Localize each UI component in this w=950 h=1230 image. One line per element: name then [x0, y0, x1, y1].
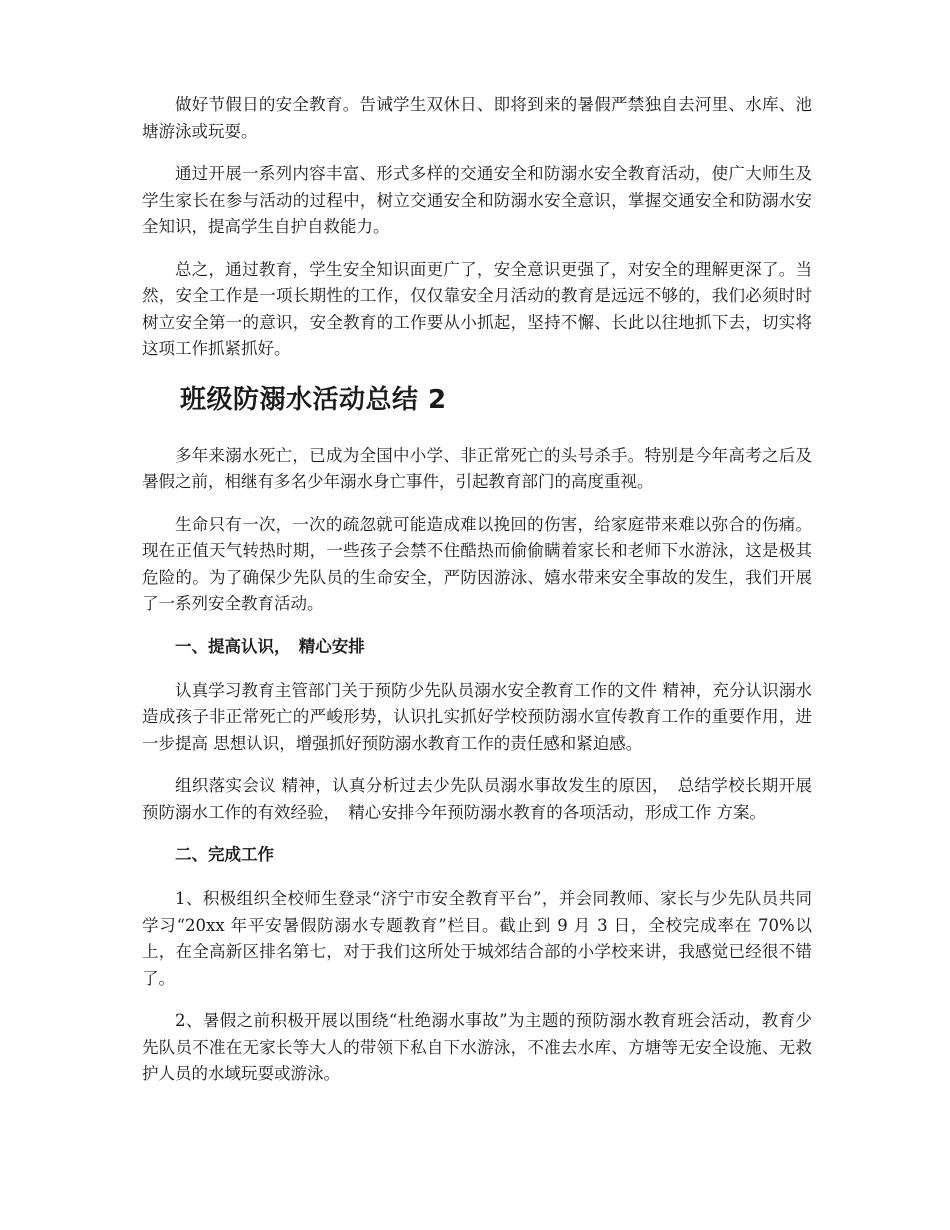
subheading: 二、完成工作: [175, 845, 274, 864]
paragraph: 认真学习教育主管部门关于预防少先队员溺水安全教育工作的文件 精神，充分认识溺水造成孩子非正常死亡的严峻形势，认识扎实抓好学校预防溺水宣传教育工作的重要作用，进一步提高 思想认识，增强抓好预防溺水教育工作的责任感和紧迫感。: [142, 680, 812, 753]
paragraph: 多年来溺水死亡，已成为全国中小学、非正常死亡的头号杀手。特别是今年高考之后及暑假之前，相继有多名少年溺水身亡事件，引起教育部门的高度重视。: [142, 445, 812, 491]
paragraph: 总之，通过教育，学生安全知识面更广了，安全意识更强了，对安全的理解更深了。当然，安全工作是一项长期性的工作，仅仅靠安全月活动的教育是远远不够的，我们必须时时树立安全第一的意识，安全教育的工作要从小抓起，坚持不懈、长此以往地抓下去，切实将这项工作抓紧抓好。: [142, 259, 812, 358]
paragraph: 通过开展一系列内容丰富、形式多样的交通安全和防溺水安全教育活动，使广大师生及学生家长在参与活动的过程中，树立交通安全和防溺水安全意识，掌握交通安全和防溺水安全知识，提高学生自护自救能力。: [142, 164, 812, 236]
paragraph: 2、暑假之前积极开展以围绕“杜绝溺水事故”为主题的预防溺水教育班会活动，教育少先队员不准在无家长等大人的带领下私自下水游泳，不准去水库、方塘等无安全设施、无救护人员的水域玩耍或游泳。: [142, 1011, 812, 1083]
section-title: 班级防溺水活动总结 2: [180, 384, 447, 415]
paragraph: 生命只有一次，一次的疏忽就可能造成难以挽回的伤害，给家庭带来难以弥合的伤痛。现在正值天气转热时期，一些孩子会禁不住酷热而偷偷瞒着家长和老师下水游泳，这是极其危险的。为了确保少先队员的生命安全，严防因游泳、嬉水带来安全事故的发生，我们开展了一系列安全教育活动。: [142, 514, 812, 613]
paragraph: 组织落实会议 精神，认真分析过去少先队员溺水事故发生的原因， 总结学校长期开展预防溺水工作的有效经验， 精心安排今年预防溺水教育的各项活动，形成工作 方案。: [142, 776, 812, 822]
document-page: [142, 92, 812, 1104]
subheading: 一、提高认识， 精心安排: [175, 636, 365, 656]
paragraph: 做好节假日的安全教育。告诫学生双休日、即将到来的暑假严禁独自去河里、水库、池塘游泳或玩耍。: [142, 95, 812, 141]
paragraph: 1、积极组织全校师生登录“济宁市安全教育平台”，并会同教师、家长与少先队员共同学习“20xx 年平安暑假防溺水专题教育”栏目。截止到 9 月 3 日，全校完成率在 70%以上，在全高新区排名第七，对于我们这所处于城郊结合部的小学校来讲，我感觉已经很不错了。: [142, 889, 812, 988]
